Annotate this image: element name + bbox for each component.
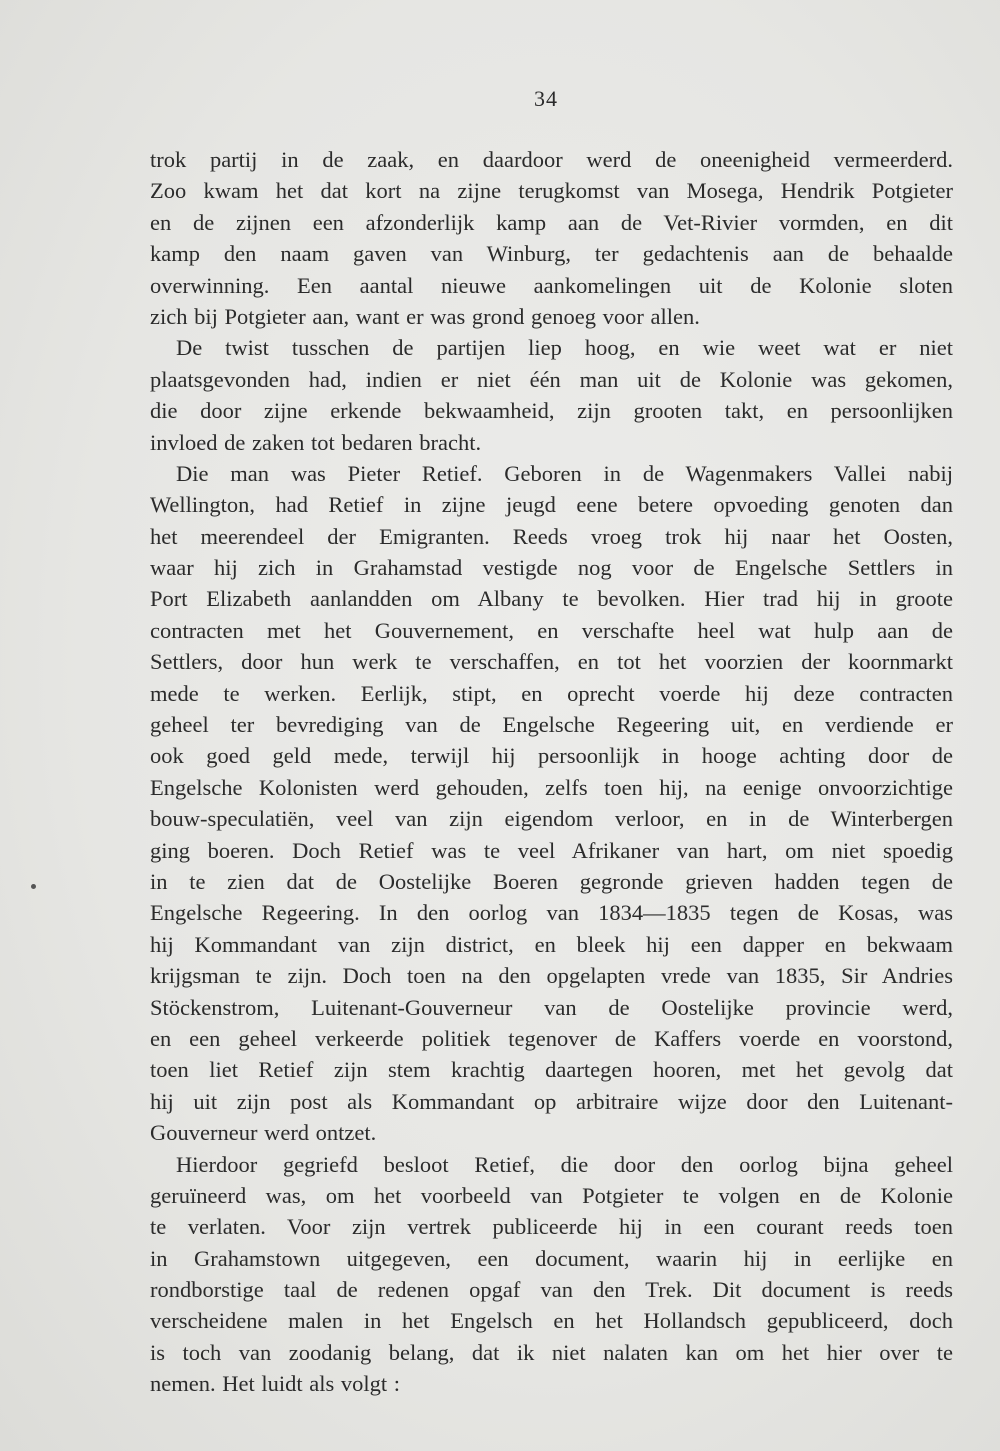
text-line: geruïneerd was, om het voorbeeld van Potgieter te volgen en de Kolonie [150,1182,953,1208]
text-line: trok partij in de zaak, en daardoor werd de oneenigheid vermeerderd. [150,147,953,172]
text-line: Stöckenstrom, Luitenant-Gouverneur van de Oostelijke provincie werd, [150,994,953,1020]
text-line: Gouverneur werd ontzet. [150,1120,377,1146]
text-line: krijgsman te zijn. Doch toen na den opgelapten vrede van 1835, Sir Andries [150,963,953,989]
text-line: contracten met het Gouvernement, en verschafte heel wat hulp aan de [150,617,953,643]
page-number: 34 [534,86,558,111]
text-line: kamp den naam gaven van Winburg, ter gedachtenis aan de behaalde [150,241,953,267]
text-line: De twist tusschen de partijen liep hoog, en wie weet wat er niet [176,335,953,361]
text-line: rondborstige taal de redenen opgaf van den Trek. Dit document is reeds [150,1277,953,1303]
text-line: plaatsgevonden had, indien er niet één man uit de Kolonie was gekomen, [150,366,953,392]
text-line: en een geheel verkeerde politiek tegenover de Kaffers voerde en voorstond, [150,1025,953,1051]
text-line: die door zijne erkende bekwaamheid, zijn grooten takt, en persoonlijken [150,398,953,424]
text-line: Engelsche Kolonisten werd gehouden, zelfs toen hij, na eenige onvoorzichtige [150,774,953,800]
text-line: nemen. Het luidt als volgt : [150,1371,400,1397]
text-line: en de zijnen een afzonderlijk kamp aan de Vet-Rivier vormden, en dit [150,209,953,235]
text-line: overwinning. Een aantal nieuwe aankomelingen uit de Kolonie sloten [150,272,953,298]
text-line: verscheidene malen in het Engelsch en het Hollandsch gepubliceerd, doch [150,1308,953,1334]
ink-speck [31,884,36,889]
text-line: hij uit zijn post als Kommandant op arbitraire wijze door den Luitenant- [150,1088,953,1114]
text-line: Engelsche Regeering. In den oorlog van 1834—1835 tegen de Kosas, was [150,900,953,926]
text-line: waar hij zich in Grahamstad vestigde nog voor de Engelsche Settlers in [150,555,953,581]
text-line: Port Elizabeth aanlandden om Albany te bevolken. Hier trad hij in groote [150,586,953,612]
text-line: Die man was Pieter Retief. Geboren in de Wagenmakers Vallei nabij [176,460,953,486]
text-line: geheel ter bevrediging van de Engelsche Regeering uit, en verdiende er [150,712,953,738]
text-line: Settlers, door hun werk te verschaffen, en tot het voorzien der koornmarkt [150,649,953,675]
text-line: Wellington, had Retief in zijne jeugd eene betere opvoeding genoten dan [150,492,953,518]
text-line: ging boeren. Doch Retief was te veel Afrikaner van hart, om niet spoedig [150,837,953,863]
text-line: het meerendeel der Emigranten. Reeds vroeg trok hij naar het Oosten, [150,523,953,549]
text-line: te verlaten. Voor zijn vertrek publiceerde hij in een courant reeds toen [150,1214,953,1240]
body-text [150,144,953,1400]
text-line: toen liet Retief zijn stem krachtig daartegen hooren, met het gevolg dat [150,1057,953,1083]
text-line: invloed de zaken tot bedaren bracht. [150,429,482,455]
text-line: mede te werken. Eerlijk, stipt, en oprecht voerde hij deze contracten [150,680,953,706]
text-line: is toch van zoodanig belang, dat ik niet nalaten kan om het hier over te [150,1339,953,1365]
text-line: in te zien dat de Oostelijke Boeren gegronde grieven hadden tegen de [150,868,953,894]
text-line: ook goed geld mede, terwijl hij persoonlijk in hooge achting door de [150,743,953,769]
text-line: Hierdoor gegriefd besloot Retief, die door den oorlog bijna geheel [176,1151,953,1177]
text-line: in Grahamstown uitgegeven, een document, waarin hij in eerlijke en [150,1245,953,1271]
text-line: Zoo kwam het dat kort na zijne terugkomst van Mosega, Hendrik Potgieter [150,178,953,204]
text-line: hij Kommandant van zijn district, en bleek hij een dapper en bekwaam [150,931,953,957]
text-line: bouw-speculatiën, veel van zijn eigendom verloor, en in de Winterbergen [150,806,953,832]
text-line: zich bij Potgieter aan, want er was grond genoeg voor allen. [150,303,700,329]
